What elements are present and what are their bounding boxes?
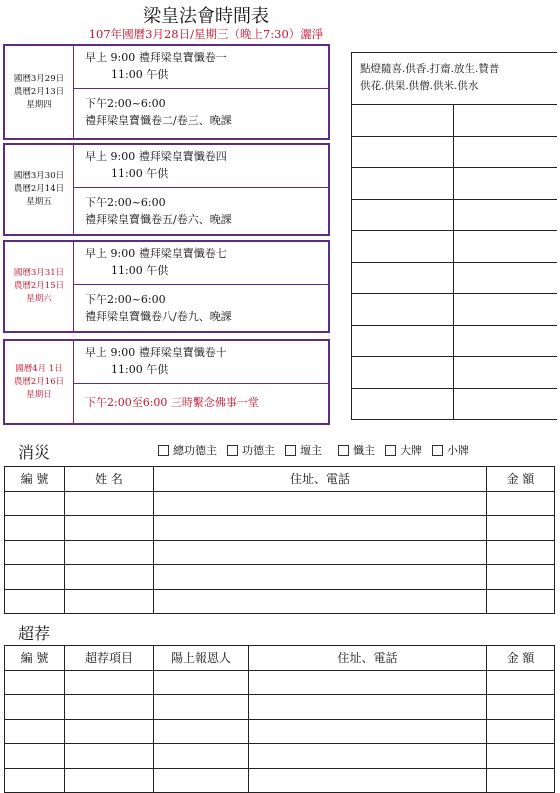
- column-header: 住址、電話: [249, 646, 487, 671]
- schedule-block-day4: [3, 339, 330, 425]
- chaojian-label: 超荐: [18, 624, 51, 643]
- table-row[interactable]: [5, 695, 555, 720]
- column-header: 姓 名: [65, 467, 154, 492]
- column-header: 住址、電話: [154, 467, 487, 492]
- offering-header: 點燈隨喜.供香.打齋.放生.贊普 供花.供果.供僧.供米.供水: [352, 53, 557, 105]
- date-cell: 國曆3月31日 農曆2月15日 星期六: [5, 242, 74, 331]
- afternoon-session: 下午2:00至6:00 三時繫念佛事一堂: [85, 396, 259, 409]
- page-title: 梁皇法會時間表: [143, 6, 269, 27]
- offering-row[interactable]: [352, 168, 557, 200]
- offering-row[interactable]: [352, 137, 557, 169]
- checkbox-icon[interactable]: [338, 445, 349, 456]
- morning-session: 早上 9:00 禮拜梁皇寶懺卷七 11:00 午供: [73, 242, 328, 285]
- option-checkbox[interactable]: 懺主: [338, 442, 375, 458]
- offering-row[interactable]: [352, 357, 557, 389]
- table-row[interactable]: [5, 719, 555, 744]
- table-header: [5, 467, 555, 492]
- xiaozai-label: 消災: [18, 443, 51, 462]
- afternoon-session: 下午2:00~6:00 禮拜梁皇寶懺卷八/卷九、晚課: [85, 293, 232, 323]
- checkbox-icon[interactable]: [385, 445, 396, 456]
- offering-row[interactable]: [352, 389, 557, 421]
- option-checkbox[interactable]: 小牌: [432, 442, 469, 458]
- column-header: 陽上報恩人: [154, 646, 249, 671]
- checkbox-icon[interactable]: [158, 445, 169, 456]
- column-header: 編 號: [5, 467, 65, 492]
- table-row[interactable]: [5, 565, 555, 590]
- schedule-block-day3: [3, 240, 330, 333]
- xiaozai-options: [158, 442, 469, 458]
- date-cell: 國曆4月 1日 農曆2月16日 星期日: [5, 341, 74, 423]
- table-header: [5, 646, 555, 671]
- checkbox-icon[interactable]: [432, 445, 443, 456]
- column-header: 編 號: [5, 646, 65, 671]
- offering-panel: [351, 52, 557, 420]
- table-row[interactable]: [5, 589, 555, 614]
- option-checkbox[interactable]: 大牌: [385, 442, 422, 458]
- morning-session: 早上 9:00 禮拜梁皇寶懺卷四 11:00 午供: [73, 145, 328, 188]
- offering-row[interactable]: [352, 231, 557, 263]
- offering-row[interactable]: [352, 326, 557, 358]
- offering-row[interactable]: [352, 105, 557, 137]
- schedule-block-day1: [3, 44, 330, 140]
- table-row[interactable]: [5, 744, 555, 769]
- page-subtitle: 107年國曆3月28日/星期三（晚上7:30）灑淨: [88, 27, 324, 41]
- offering-row[interactable]: [352, 263, 557, 295]
- offering-row[interactable]: [352, 200, 557, 232]
- column-header: 金 額: [487, 646, 555, 671]
- morning-session: 早上 9:00 禮拜梁皇寶懺卷一 11:00 午供: [73, 46, 328, 89]
- afternoon-session: 下午2:00~6:00 禮拜梁皇寶懺卷二/卷三、晚課: [85, 97, 232, 127]
- table-row[interactable]: [5, 516, 555, 541]
- xiaozai-table: [4, 466, 555, 614]
- afternoon-session: 下午2:00~6:00 禮拜梁皇寶懺卷五/卷六、晚課: [85, 196, 232, 226]
- option-checkbox[interactable]: 壇主: [285, 442, 322, 458]
- checkbox-icon[interactable]: [227, 445, 238, 456]
- chaojian-table: [4, 645, 555, 793]
- date-cell: 國曆3月30日 農曆2月14日 星期五: [5, 145, 74, 234]
- option-checkbox[interactable]: 總功德主: [158, 442, 217, 458]
- offering-row[interactable]: [352, 294, 557, 326]
- table-row[interactable]: [5, 540, 555, 565]
- column-header: 金 額: [487, 467, 555, 492]
- table-row[interactable]: [5, 491, 555, 516]
- option-checkbox[interactable]: 功德主: [227, 442, 275, 458]
- morning-session: 早上 9:00 禮拜梁皇寶懺卷十 11:00 午供: [73, 341, 328, 384]
- date-cell: 國曆3月29日 農曆2月13日 星期四: [5, 46, 74, 138]
- column-header: 超荐項目: [65, 646, 154, 671]
- table-row[interactable]: [5, 670, 555, 695]
- checkbox-icon[interactable]: [285, 445, 296, 456]
- schedule-block-day2: [3, 143, 330, 236]
- table-row[interactable]: [5, 768, 555, 793]
